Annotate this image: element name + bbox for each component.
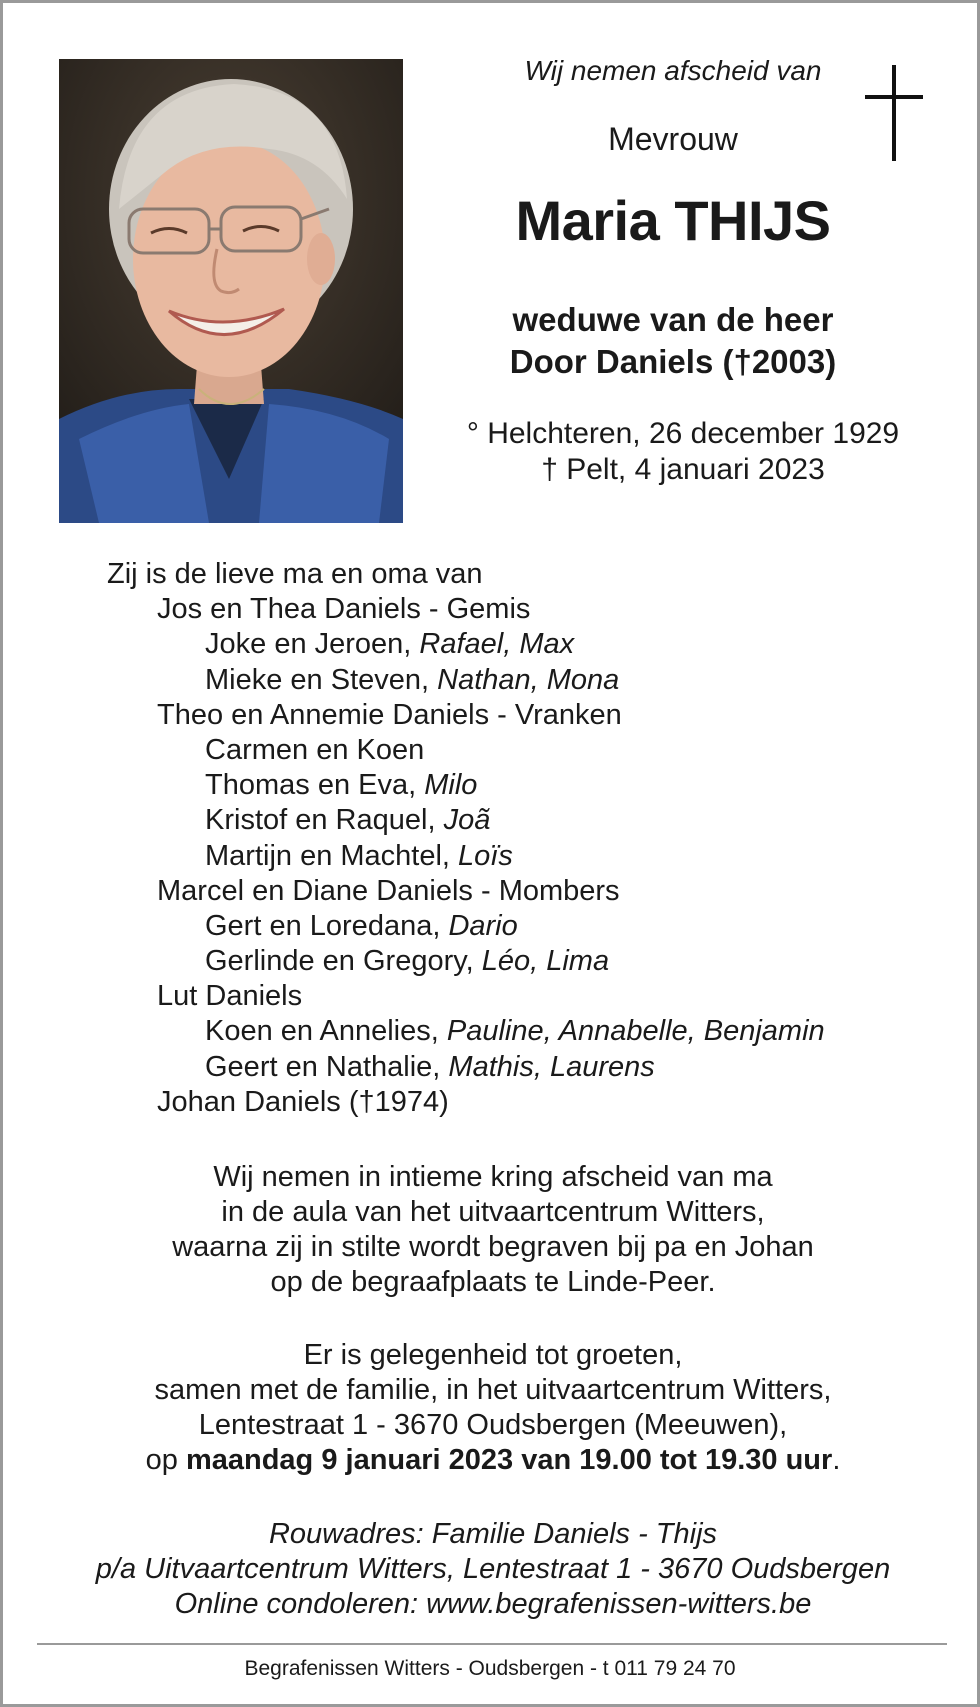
care-of-address: p/a Uitvaartcentrum Witters, Lentestraat 1 - 3670 Oudsbergen	[95, 1553, 891, 1585]
family-row: Carmen en Koen	[205, 733, 425, 766]
family-intro: Zij is de lieve ma en oma van	[107, 558, 483, 590]
family-row: Lut Daniels	[157, 980, 303, 1013]
mourning-address: Rouwadres: Familie Daniels - Thijs	[268, 1518, 718, 1550]
life-dates	[443, 416, 923, 488]
widow-line-2: Door Daniels (†2003)	[509, 343, 837, 380]
family-row: Jos en Thea Daniels - Gemis	[157, 593, 531, 626]
widow-line-1: weduwe van de heer	[512, 301, 834, 338]
family-row: Marcel en Diane Daniels - Mombers	[157, 874, 620, 907]
family-row: Gerlinde en Gregory, Léo, Lima	[205, 945, 610, 978]
family-row: Joke en Jeroen, Rafael, Max	[205, 628, 575, 661]
family-row: Koen en Annelies, Pauline, Annabelle, Benjamin	[205, 1015, 825, 1048]
family-row: Thomas en Eva, Milo	[205, 769, 478, 802]
contact-paragraph	[33, 1517, 953, 1622]
family-row: Theo en Annemie Daniels - Vranken	[157, 698, 622, 731]
visitation-paragraph: Er is gelegenheid tot groeten, samen met de familie, in het uitvaartcentrum Witters, Lentestraat 1 - 3670 Oudsbergen (Meeuwen), op maandag 9 januari 2023 van 19.00 tot 19.30 uur.	[145, 1339, 841, 1476]
condolence-link[interactable]: Online condoleren: www.begrafenissen-witters.be	[174, 1588, 812, 1620]
family-row: Gert en Loredana, Dario	[205, 909, 518, 942]
family-row: Martijn en Machtel, Loïs	[205, 839, 513, 872]
visitation-datetime: maandag 9 januari 2023 van 19.00 tot 19.30 uur	[185, 1444, 833, 1476]
family-row: Geert en Nathalie, Mathis, Laurens	[205, 1050, 655, 1083]
family-row: Mieke en Steven, Nathan, Mona	[205, 663, 620, 696]
family-row: Kristof en Raquel, Joã	[205, 804, 491, 837]
ceremony-paragraph: Wij nemen in intieme kring afscheid van ma in de aula van het uitvaartcentrum Witters, waarna zij in stilte wordt begraven bij pa en Johan op de begraafplaats te Linde-Peer.	[172, 1161, 814, 1298]
deceased-name: Maria THIJS	[515, 189, 831, 252]
footer-divider	[37, 1643, 947, 1645]
death-date: † Pelt, 4 januari 2023	[541, 453, 825, 486]
family-list	[107, 557, 825, 1120]
honorific: Mevrouw	[608, 121, 738, 157]
family-row: Johan Daniels (†1974)	[157, 1085, 449, 1118]
widow-statement	[443, 299, 903, 383]
footer-text: Begrafenissen Witters - Oudsbergen - t 011 79 24 70	[244, 1657, 736, 1680]
intro-line: Wij nemen afscheid van	[524, 55, 822, 86]
portrait-photo	[59, 59, 403, 523]
birth-date: ° Helchteren, 26 december 1929	[466, 417, 900, 450]
